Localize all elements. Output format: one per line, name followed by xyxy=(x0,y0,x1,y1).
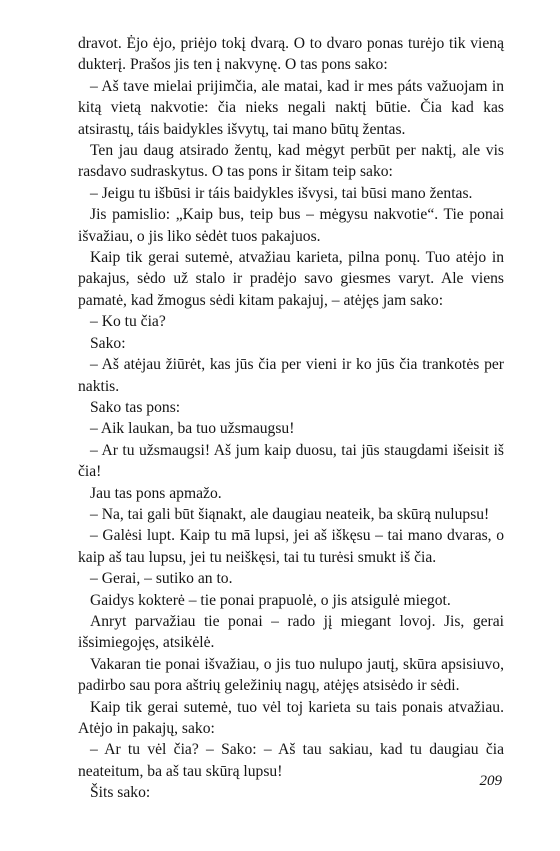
paragraph: Gaidys kokterė – tie ponai prapuolė, o jis atsigulė miegot. xyxy=(90,591,451,609)
paragraph: dravot. Ėjo ėjo, priėjo tokį dvarą. O to dvaro ponas turėjo tik vieną dukterį. Prašos jis ten į nakvynę. O tas pons sako: xyxy=(78,35,504,74)
paragraph: – Ko tu čia? xyxy=(90,313,166,331)
paragraph: – Na, tai gali būt šiąnakt, ale daugiau neateik, ba skūrą nulupsu! xyxy=(90,505,490,523)
paragraph: – Jeigu tu išbūsi ir táis baidykles išvysi, tai būsi mano žentas. xyxy=(90,184,473,202)
paragraph: Sako: xyxy=(90,334,126,352)
paragraph: Ten jau daug atsirado žentų, kad mėgyt perbūt per naktį, ale vis rasdavo sudraskytus. O tas pons ir šitam teip sako: xyxy=(78,142,504,181)
body-text xyxy=(78,33,504,804)
paragraph: Jau tas pons apmažo. xyxy=(90,484,222,502)
paragraph: Kaip tik gerai sutemė, tuo vėl toj karieta su tais ponais atvažiau. Atėjo in pakajų, sako: xyxy=(78,698,504,737)
paragraph: – Gerai, – sutiko an to. xyxy=(90,570,233,588)
page-number: 209 xyxy=(479,773,502,789)
paragraph: Šits sako: xyxy=(90,784,151,802)
paragraph: Anryt parvažiau tie ponai – rado jį miegant lovoj. Jis, gerai išsimiegojęs, atsikėlė. xyxy=(78,612,504,652)
paragraph: – Aš tave mielai prijimčia, ale matai, kad ir mes páts važuojam in kitą vietą nakvotie: čia nieks negali naktį būtie. Čia kad kas atsirastų, táis baidykles išvytų, tai mano būtų žentas. xyxy=(78,77,504,138)
paragraph: – Aik laukan, ba tuo užsmaugsu! xyxy=(90,420,295,438)
paragraph: Vakaran tie ponai išvažiau, o jis tuo nulupo jautį, skūra apsisiuvo, padirbo sau pora aštrių geležinių nagų, atėjęs atsisėdo ir sėdi. xyxy=(78,655,504,695)
paragraph: Kaip tik gerai sutemė, atvažiau karieta, pilna ponų. Tuo atėjo in pakajus, sėdo už stalo ir pradėjo savo giesmes varyt. Ale viens pamatė, kad žmogus sėdi kitam pakajuj, – atėjęs jam sako: xyxy=(78,249,504,309)
paragraph: – Ar tu vėl čia? – Sako: – Aš tau sakiau, kad tu daugiau čia neateitum, ba aš tau skūrą lupsu! xyxy=(78,741,504,780)
paragraph: – Ar tu užsmaugsi! Aš jum kaip duosu, tai jūs staugdami išeisit iš čia! xyxy=(78,441,504,481)
paragraph: – Aš atėjau žiūrėt, kas jūs čia per vieni ir ko jūs čia trankotės per naktis. xyxy=(78,356,504,395)
paragraph: – Galėsi lupt. Kaip tu mā lupsi, jei aš iškęsu – tai mano dvaras, o kaip aš tau lupsu, jei tu neiškęsi, tai tu turėsi smukt iš čia. xyxy=(78,527,504,566)
paragraph: Sako tas pons: xyxy=(90,398,181,416)
paragraph: Jis pamislio: „Kaip bus, teip bus – mėgysu nakvotie“. Tie ponai išvažiau, o jis liko sėdėt tuos pakajuos. xyxy=(78,206,504,245)
